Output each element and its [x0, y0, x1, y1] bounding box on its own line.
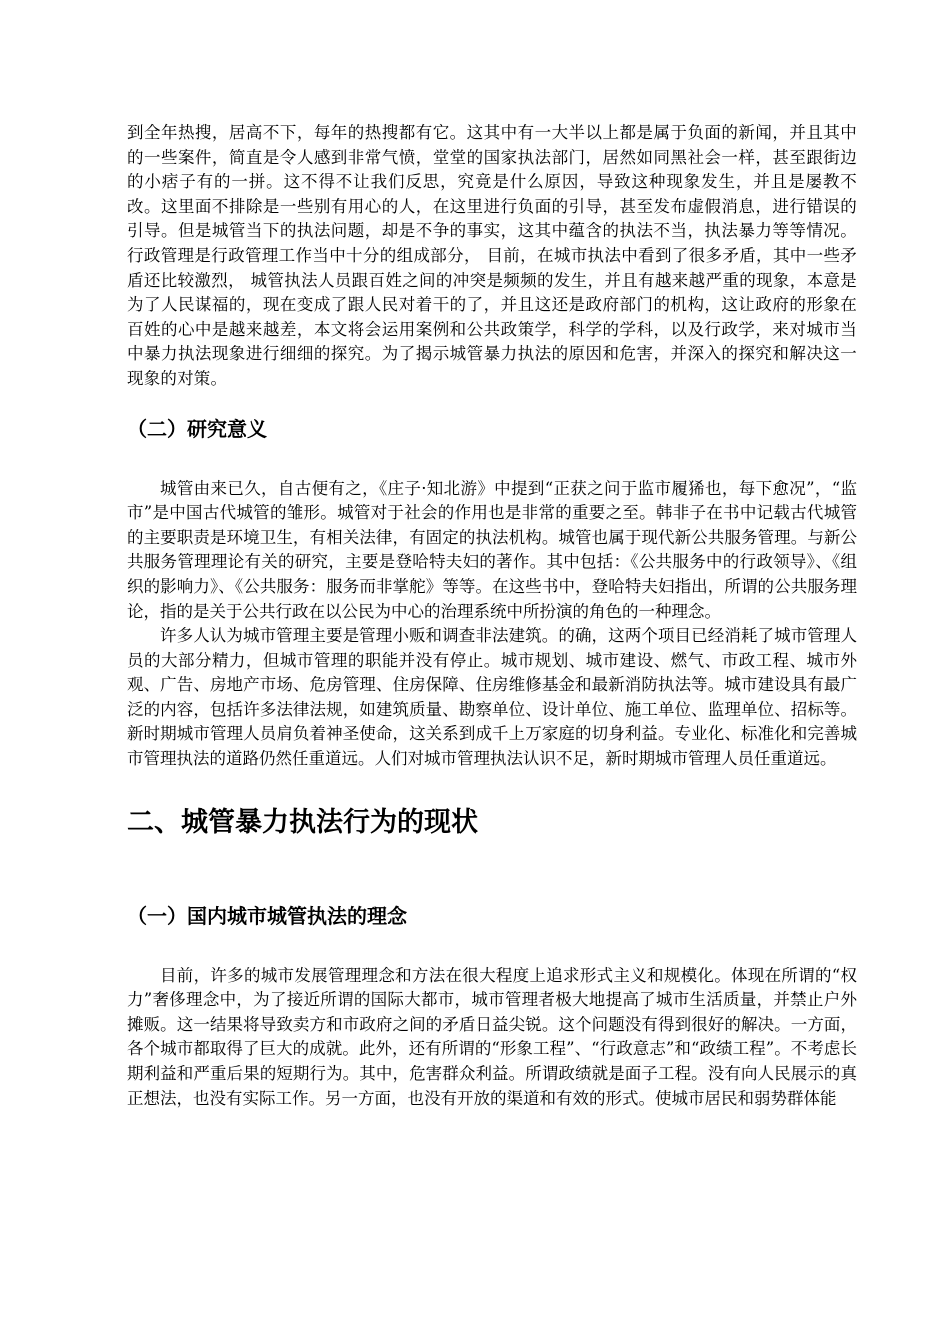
paragraph-domestic-1: 目前，许多的城市发展管理理念和方法在很大程度上追求形式主义和规模化。体现在所谓的“权力”奢侈理念中，为了接近所谓的国际大都市，城市管理者极大地提高了城市生活质量，并禁止户外摊贩。这一结果将导致卖方和市政府之间的矛盾日益尖锐。这个问题没有得到很好的解决。一方面，各个城市都取得了巨大的成就。此外，还有所谓的“形象工程”、“行政意志”和“政绩工程”。不考虑长期利益和严重后果的短期行为。其中，危害群众利益。所谓政绩就是面子工程。没有向人民展示的真正想法，也没有实际工作。另一方面，也没有开放的渠道和有效的形式。使城市居民和弱势群体能	[127, 965, 857, 1108]
paragraph-research-1: 城管由来已久，自古便有之，《庄子·知北游》中提到“正获之问于监市履狶也，每下愈况”，“监市”是中国古代城管的雏形。城管对于社会的作用也是非常的重要之至。韩非子在书中记载古代城管的主要职责是环境卫生，有相关法律，有固定的执法机构。城管也属于现代新公共服务管理。与新公共服务管理理论有关的研究，主要是登哈特夫妇的著作。其中包括：《公共服务中的行政领导》、《组织的影响力》、《公共服务：服务而非掌舵》等等。在这些书中，登哈特夫妇指出，所谓的公共服务理论，指的是关于公共行政在以公民为中心的治理系统中所扮演的角色的一种理念。	[127, 478, 857, 621]
chapter-heading-2: 二、城管暴力执法行为的现状	[127, 806, 478, 838]
paragraph-research-2: 许多人认为城市管理主要是管理小贩和调查非法建筑。的确，这两个项目已经消耗了城市管理人员的大部分精力，但城市管理的职能并没有停止。城市规划、城市建设、燃气、市政工程、城市外观、广告、房地产市场、危房管理、住房保障、住房维修基金和最新消防执法等。城市建设具有最广泛的内容，包括许多法律法规，如建筑质量、勘察单位、设计单位、施工单位、监理单位、招标等。新时期城市管理人员肩负着神圣使命，这关系到成千上万家庭的切身利益。专业化、标准化和完善城市管理执法的道路仍然任重道远。人们对城市管理执法认识不足，新时期城市管理人员任重道远。	[127, 626, 857, 769]
document-page	[127, 121, 857, 1111]
section-heading-domestic-concept: （一）国内城市城管执法的理念	[127, 903, 407, 928]
section-heading-research-significance: （二）研究意义	[127, 416, 267, 441]
paragraph-intro-continued: 到全年热搜，居高不下，每年的热搜都有它。这其中有一大半以上都是属于负面的新闻，并且其中的一些案件，简直是令人感到非常气愤，堂堂的国家执法部门，居然如同黑社会一样，甚至跟街边的小痞子有的一拼。这不得不让我们反思，究竟是什么原因，导致这种现象发生，并且是屡教不改。这里面不排除是一些别有用心的人，在这里进行负面的引导，甚至发布虚假消息，进行错误的引导。但是城管当下的执法问题，却是不争的事实，这其中蕴含的执法不当，执法暴力等等情况。行政管理是行政管理工作当中十分的组成部分， 目前，在城市执法中看到了很多矛盾，其中一些矛盾还比较激烈， 城管执法人员跟百姓之间的冲突是频频的发生，并且有越来越严重的现象，本意是为了人民谋福的，现在变成了跟人民对着干的了，并且这还是政府部门的机构，这让政府的形象在百姓的心中是越来越差，本文将会运用案例和公共政策学，科学的学科，以及行政学，来对城市当中暴力执法现象进行细细的探究。为了揭示城管暴力执法的原因和危害，并深入的探究和解决这一现象的对策。	[127, 123, 857, 388]
